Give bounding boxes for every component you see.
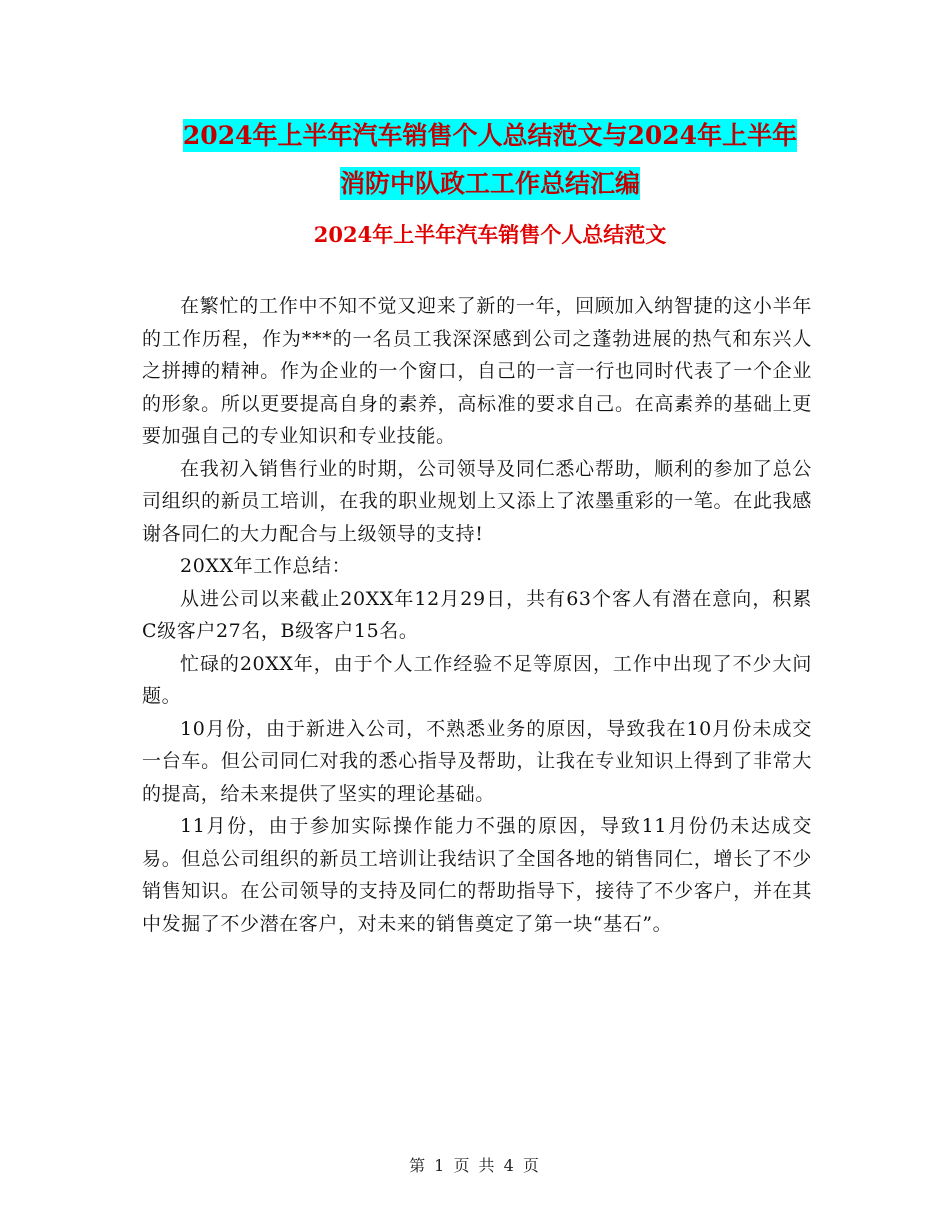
- paragraph: 在繁忙的工作中不知不觉又迎来了新的一年，回顾加入纳智捷的这小半年的工作历程，作为***的一名员工我深深感到公司之蓬勃进展的热气和东兴人之拼搏的精神。作为企业的一个窗口，自己的一言一行也同时代表了一个企业的形象。所以更要提高自身的素养，高标准的要求自己。在高素养的基础上更要加强自己的专业知识和专业技能。: [142, 295, 812, 447]
- document-body: [142, 290, 812, 940]
- paragraph: 10月份，由于新进入公司，不熟悉业务的原因，导致我在10月份未成交一台车。但公司同仁对我的悉心指导及帮助，让我在专业知识上得到了非常大的提高，给未来提供了坚实的理论基础。: [142, 717, 812, 805]
- paragraph: 从进公司以来截止20XX年12月29日，共有63个客人有潜在意向，积累C级客户27名，B级客户15名。: [142, 587, 812, 642]
- paragraph: 忙碌的20XX年，由于个人工作经验不足等原因，工作中出现了不少大问题。: [142, 652, 812, 707]
- document-title-line-1: 2024年上半年汽车销售个人总结范文与2024年上半年: [182, 121, 798, 150]
- page-footer: 第 1 页 共 4 页: [409, 1156, 541, 1175]
- paragraph: 20XX年工作总结：: [180, 555, 352, 577]
- section-title: 2024年上半年汽车销售个人总结范文: [313, 222, 667, 247]
- paragraph: 11月份，由于参加实际操作能力不强的原因，导致11月份仍未达成交易。但总公司组织的新员工培训让我结识了全国各地的销售同仁，增长了不少销售知识。在公司领导的支持及同仁的帮助指导下，接待了不少客户，并在其中发掘了不少潜在客户，对未来的销售奠定了第一块“基石”。: [142, 815, 812, 935]
- document-title-line-2: 消防中队政工工作总结汇编: [339, 169, 640, 198]
- paragraph: 在我初入销售行业的时期，公司领导及同仁悉心帮助，顺利的参加了总公司组织的新员工培训，在我的职业规划上又添上了浓墨重彩的一笔。在此我感谢各同仁的大力配合与上级领导的支持!: [142, 457, 812, 545]
- document-title: [140, 112, 840, 208]
